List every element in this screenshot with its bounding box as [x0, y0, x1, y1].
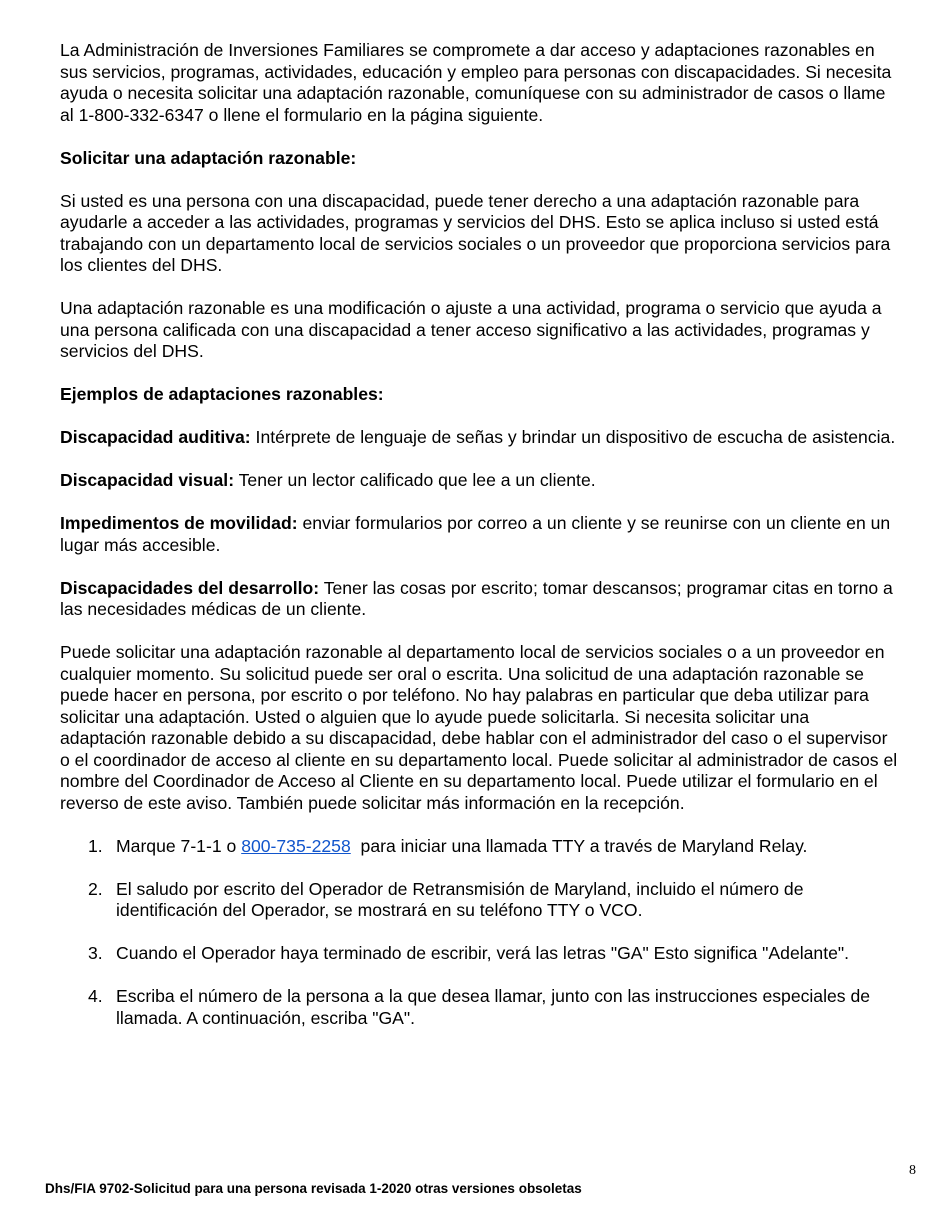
- list-number: 3.: [88, 943, 103, 963]
- example-visual: [60, 470, 900, 492]
- form-footer: Dhs/FIA 9702-Solicitud para una persona revisada 1-2020 otras versiones obsoletas: [45, 1181, 582, 1196]
- definition-paragraph: Una adaptación razonable es una modificación o ajuste a una actividad, programa o servicio que ayuda a una persona calificada con una discapacidad a tener acceso significativo a las actividades, programas y servicios del DHS.: [60, 298, 882, 361]
- step-text: El saludo por escrito del Operador de Retransmisión de Maryland, incluido el número de identificación del Operador, se mostrará en su teléfono TTY o VCO.: [116, 878, 804, 920]
- step-text: para iniciar una llamada TTY a través de Maryland Relay.: [350, 835, 808, 856]
- list-number: 4.: [88, 986, 103, 1006]
- example-text: Tener un lector calificado que lee a un cliente.: [234, 470, 596, 490]
- intro-paragraph: La Administración de Inversiones Familiares se compromete a dar acceso y adaptaciones razonables en sus servicios, programas, actividades, educación y empleo para personas con discapacidades. Si necesita ayuda o necesita solicitar una adaptación razonable, comuníquese con su administrador de casos o llame al 1-800-332-6347 o llene el formulario en la página siguiente.: [60, 40, 892, 125]
- right-paragraph: Si usted es una persona con una discapacidad, puede tener derecho a una adaptación razonable para ayudarle a acceder a las actividades, programas y servicios del DHS. Esto se aplica incluso si usted está trabajando con un departamento local de servicios sociales o un proveedor que proporciona servicios para los clientes del DHS.: [60, 190, 891, 275]
- example-developmental: [60, 578, 900, 621]
- relay-steps-list: [60, 836, 900, 1030]
- request-paragraph: Puede solicitar una adaptación razonable al departamento local de servicios sociales o a un proveedor en cualquier momento. Su solicitud puede ser oral o escrita. Una solicitud de una adaptación razonable se puede hacer en persona, por escrito o por teléfono. No hay palabras en particular que deba utilizar para solicitar una adaptación. Usted o alguien que lo ayude puede solicitarla. Si necesita solicitar una adaptación razonable debido a su discapacidad, debe hablar con el administrador del caso o el supervisor o el coordinador de acceso al cliente en su departamento local. Puede solicitar al administrador de casos el nombre del Coordinador de Acceso al Cliente en su departamento local. Puede utilizar el formulario en el reverso de este aviso. También puede solicitar más información en la recepción.: [60, 642, 898, 813]
- example-term: Discapacidades del desarrollo:: [60, 577, 320, 598]
- example-text: Intérprete de lenguaje de señas y brindar un dispositivo de escucha de asistencia.: [250, 427, 896, 447]
- list-number: 2.: [88, 878, 103, 899]
- example-text: enviar formularios por correo a un cliente y se reunirse con un cliente en un lugar más accesible.: [60, 513, 891, 555]
- example-text: Tener las cosas por escrito; tomar descansos; programar citas en torno a las necesidades médicas de un cliente.: [60, 577, 893, 619]
- list-number: 1.: [88, 835, 103, 856]
- example-term: Discapacidad visual:: [60, 470, 235, 490]
- example-term: Discapacidad auditiva:: [60, 427, 251, 447]
- list-item: [60, 836, 900, 858]
- request-heading: Solicitar una adaptación razonable:: [60, 147, 357, 168]
- step-text: Escriba el número de la persona a la que desea llamar, junto con las instrucciones especiales de llamada. A continuación, escriba "GA".: [116, 986, 871, 1028]
- step-text: Marque 7-1-1 o: [116, 835, 242, 856]
- example-mobility: [60, 513, 900, 556]
- example-term: Impedimentos de movilidad:: [60, 513, 298, 533]
- list-item: [60, 879, 900, 922]
- step-text: Cuando el Operador haya terminado de escribir, verá las letras "GA" Esto significa "Adelante".: [116, 943, 850, 963]
- list-item: [60, 943, 900, 965]
- page-number: 8: [909, 1163, 916, 1178]
- relay-phone-link[interactable]: 800-735-2258: [241, 835, 351, 856]
- example-hearing: [60, 427, 900, 449]
- examples-heading: Ejemplos de adaptaciones razonables:: [60, 384, 384, 404]
- list-item: [60, 986, 900, 1029]
- document-body: [60, 40, 900, 1051]
